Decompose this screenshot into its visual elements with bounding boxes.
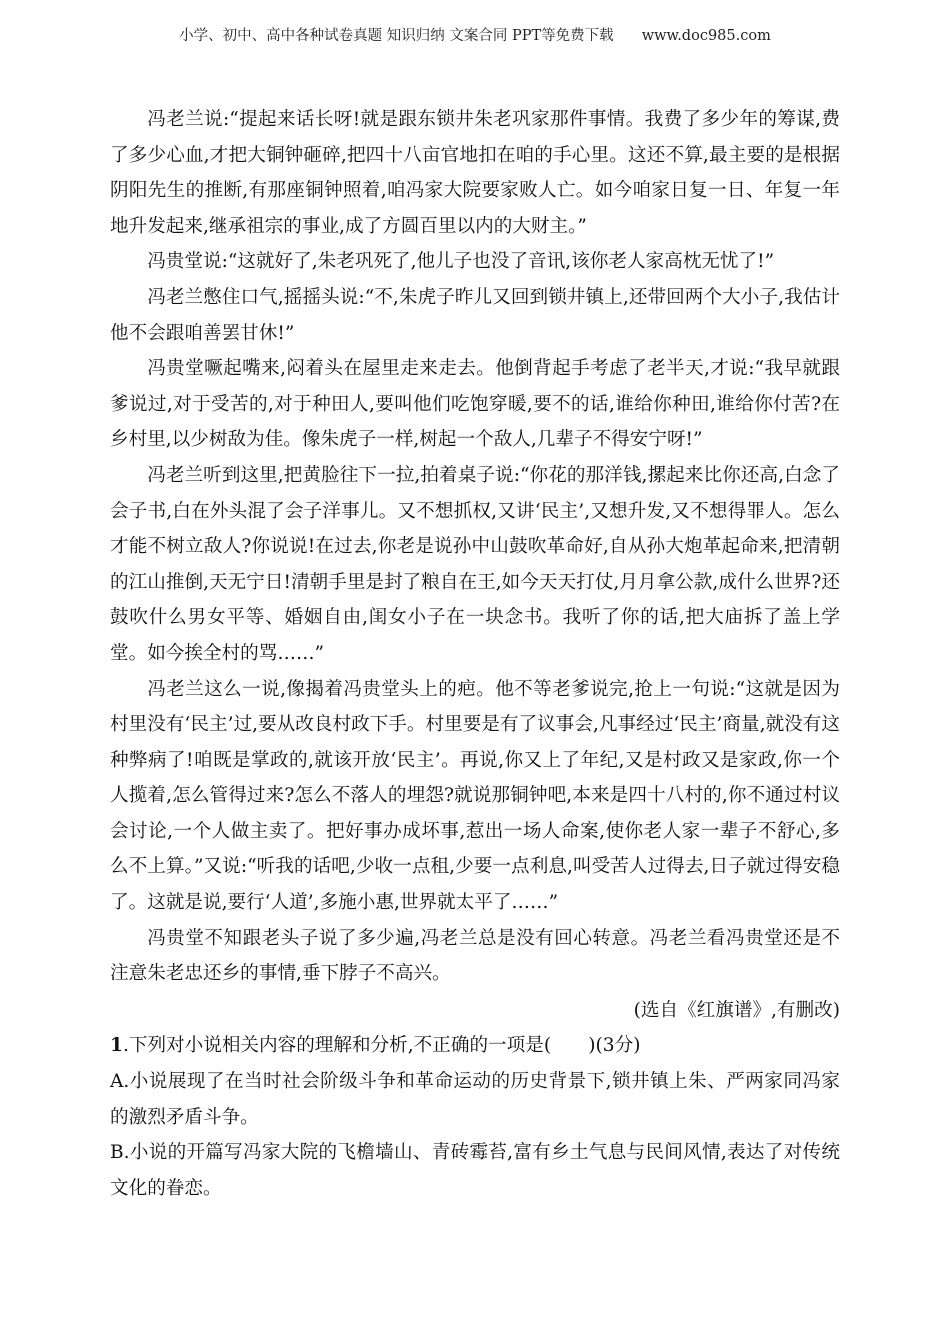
- paragraph: 冯老兰这么一说,像揭着冯贵堂头上的疤。他不等老爹说完,抢上一句说:“这就是因为村里没有‘民主’过,要从改良村政下手。村里要是有了议事会,凡事经过‘民主’商量,就没有这种弊病了!咱既是掌政的,就该开放‘民主’。再说,你又上了年纪,又是村政又是家政,你一个人揽着,怎么管得过来?怎么不落人的埋怨?就说那铜钟吧,本来是四十八村的,你不通过村议会讨论,一个人做主卖了。把好事办成坏事,惹出一场人命案,使你老人家一辈子不舒心,多么不上算。”又说:“听我的话吧,少收一点租,少要一点利息,叫受苦人过得去,日子就过得安稳了。这就是说,要行‘人道’,多施小惠,世界就太平了……”: [110, 678, 840, 914]
- header-text: 小学、初中、高中各种试卷真题 知识归纳 文案合同 PPT等免费下载: [179, 28, 614, 44]
- question-stem: [110, 1028, 840, 1064]
- page-header: [0, 26, 950, 46]
- question-text: .下列对小说相关内容的理解和分析,不正确的一项是( )(3分): [122, 1035, 641, 1057]
- option-b: B.小说的开篇写冯家大院的飞檐墙山、青砖霉苔,富有乡土气息与民间风情,表达了对传统文化的眷恋。: [110, 1142, 840, 1199]
- paragraph: 冯老兰憋住口气,摇摇头说:“不,朱虎子昨儿又回到锁井镇上,还带回两个大小子,我估计他不会跟咱善罢甘休!”: [110, 286, 840, 344]
- paragraph: 冯贵堂说:“这就好了,朱老巩死了,他儿子也没了音讯,该你老人家高枕无忧了!”: [147, 251, 775, 273]
- header-site-url[interactable]: www.doc985.com: [641, 28, 771, 44]
- paragraph: 冯贵堂不知跟老头子说了多少遍,冯老兰总是没有回心转意。冯老兰看冯贵堂还是不注意朱老忠还乡的事情,垂下脖子不高兴。: [110, 927, 840, 985]
- question-number: 1: [110, 1035, 123, 1057]
- document-body: [110, 102, 840, 1206]
- paragraph: 冯老兰说:“提起来话长呀!就是跟东锁井朱老巩家那件事情。我费了多少年的筹谋,费了多少心血,才把大铜钟砸碎,把四十八亩官地扣在咱的手心里。这还不算,最主要的是根据阴阳先生的推断,有那座铜钟照着,咱冯家大院要家败人亡。如今咱家日复一日、年复一年地升发起来,继承祖宗的事业,成了方圆百里以内的大财主。”: [110, 109, 840, 237]
- paragraph: 冯贵堂噘起嘴来,闷着头在屋里走来走去。他倒背起手考虑了老半天,才说:“我早就跟爹说过,对于受苦的,对于种田人,要叫他们吃饱穿暖,要不的话,谁给你种田,谁给你付苦?在乡村里,以少树敌为佳。像朱虎子一样,树起一个敌人,几辈子不得安宁呀!”: [110, 358, 840, 451]
- option-a: A.小说展现了在当时社会阶级斗争和革命运动的历史背景下,锁井镇上朱、严两家同冯家的激烈矛盾斗争。: [110, 1071, 840, 1128]
- paragraph: 冯老兰听到这里,把黄脸往下一拉,拍着桌子说:“你花的那洋钱,摞起来比你还高,白念了会子书,白在外头混了会子洋事儿。又不想抓权,又讲‘民主’,又想升发,又不想得罪人。怎么才能不树立敌人?你说说!在过去,你老是说孙中山鼓吹革命好,自从孙大炮革起命来,把清朝的江山推倒,天无宁日!清朝手里是封了粮自在王,如今天天打仗,月月拿公款,成什么世界?还鼓吹什么男女平等、婚姻自由,闺女小子在一块念书。我听了你的话,把大庙拆了盖上学堂。如今挨全村的骂……”: [110, 464, 840, 664]
- source-citation: (选自《红旗谱》,有删改): [633, 999, 840, 1021]
